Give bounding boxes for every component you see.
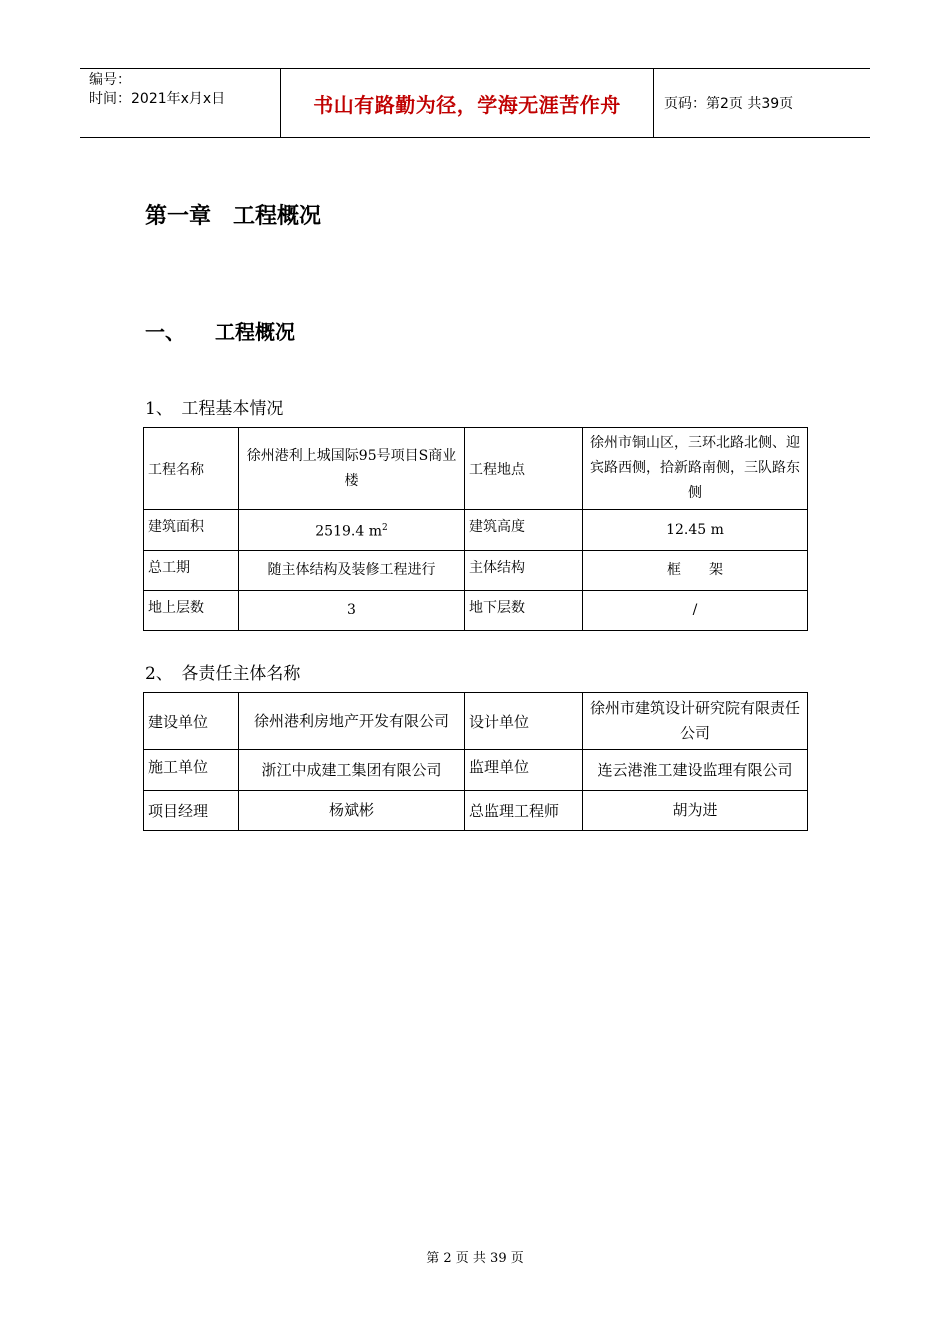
chapter-title: 第一章 工程概况 [145,204,322,229]
table-cell-value: 杨斌彬 [239,791,465,831]
header-left [80,69,281,137]
page-footer: 第 2 页 共 39 页 [426,1251,524,1266]
table-cell-value: 徐州港利上城国际95号项目S商业楼 [239,428,465,510]
table-cell-value: 12.45 m [583,510,808,551]
table-cell-label: 监理单位 [465,750,583,791]
table-cell-label: 总监理工程师 [465,791,583,831]
table-cell-label: 建设单位 [144,693,239,750]
table-row [144,591,808,631]
table-cell-label: 工程地点 [465,428,583,510]
table-cell-label: 建筑高度 [465,510,583,551]
table-cell-label: 总工期 [144,551,239,591]
table-cell-label: 设计单位 [465,693,583,750]
table-row [144,510,808,551]
header-motto: 书山有路勤为径，学海无涯苦作舟 [281,69,654,137]
time-label: 时间：2021年x月x日 [89,91,226,107]
table-row [144,750,808,791]
subsection-title-2: 2、 各责任主体名称 [145,664,301,684]
table-row [144,791,808,831]
table-cell-value: / [583,591,808,631]
table-cell-label: 工程名称 [144,428,239,510]
table-row [144,428,808,510]
table-cell-value: 徐州港利房地产开发有限公司 [239,693,465,750]
page-header [80,68,870,138]
table-cell-value: 框 架 [583,551,808,591]
table-row [144,551,808,591]
table-cell-value: 连云港淮工建设监理有限公司 [583,750,808,791]
table-row [144,693,808,750]
basic-info-table [143,427,808,631]
table-cell-label: 地上层数 [144,591,239,631]
table-cell-value: 浙江中成建工集团有限公司 [239,750,465,791]
table-cell-value: 胡为进 [583,791,808,831]
table-cell-label: 主体结构 [465,551,583,591]
section-title: 一、 工程概况 [145,320,295,344]
area-superscript: 2 [381,522,388,533]
table-cell-value [239,510,465,551]
area-value: 2519.4 m [315,523,382,540]
table-cell-label: 建筑面积 [144,510,239,551]
table-cell-label: 地下层数 [465,591,583,631]
table-cell-value: 3 [239,591,465,631]
number-label: 编号： [89,72,131,88]
responsible-parties-table [143,692,808,831]
table-cell-value: 徐州市建筑设计研究院有限责任公司 [583,693,808,750]
header-page-code: 页码：第2页 共39页 [664,96,794,112]
table-cell-label: 项目经理 [144,791,239,831]
table-cell-label: 施工单位 [144,750,239,791]
subsection-title-1: 1、 工程基本情况 [145,399,284,419]
table-cell-value: 徐州市铜山区，三环北路北侧、迎宾路西侧，拾新路南侧，三队路东侧 [583,428,808,510]
table-cell-value: 随主体结构及装修工程进行 [239,551,465,591]
